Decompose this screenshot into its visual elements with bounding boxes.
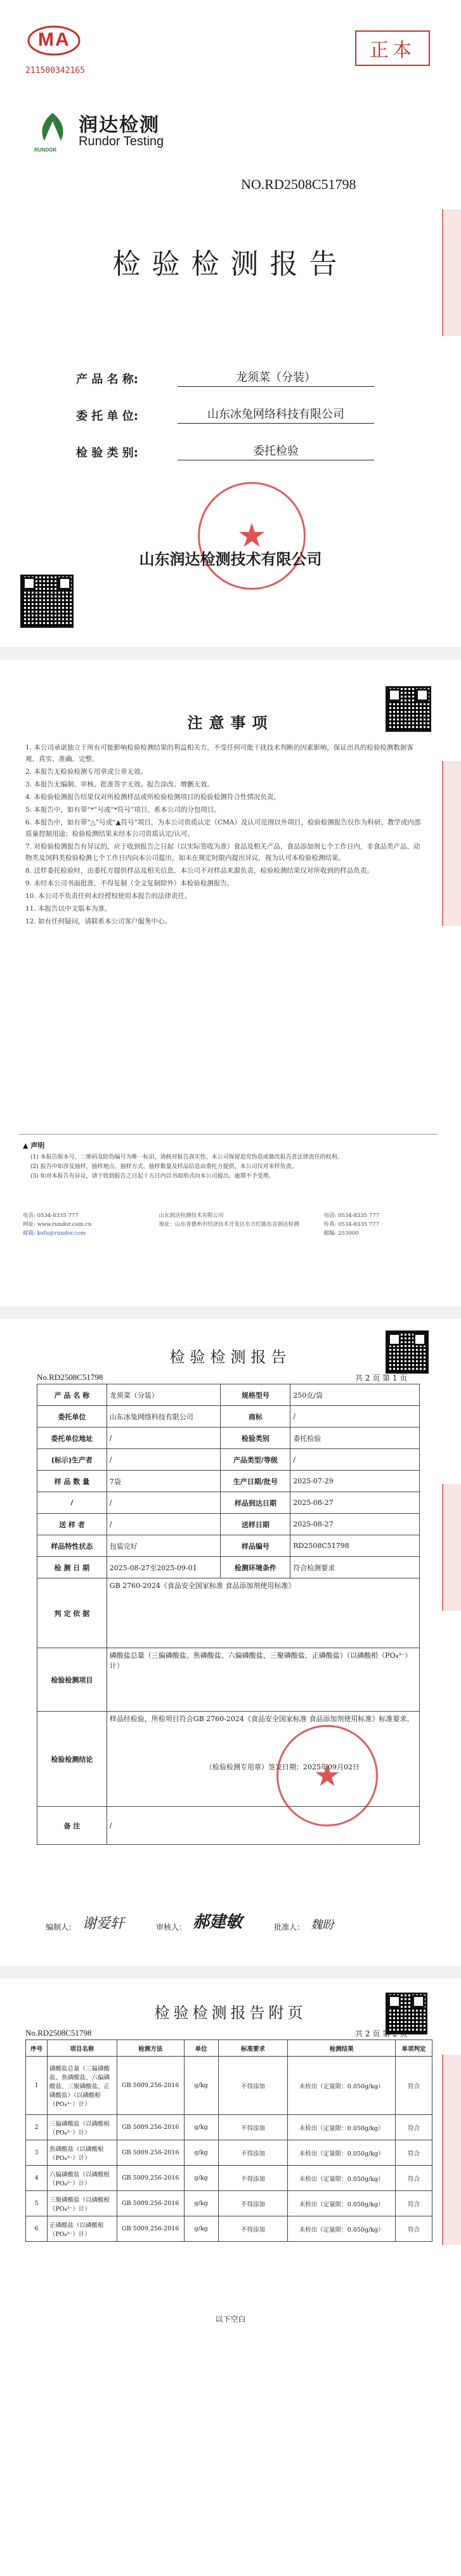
- header-cell: 项目名称: [47, 2040, 117, 2057]
- declaration-list: [30, 1153, 430, 1181]
- cell-value: /: [107, 1807, 419, 1845]
- row-method: GB 5009.256-2016: [117, 2115, 184, 2140]
- contact-line: 邮编: 253000: [323, 1230, 359, 1237]
- row-name: 六偏磷酸盐（以磷酸根（PO₄³⁻）计）: [47, 2166, 117, 2191]
- cell-value: 龙须菜（分装）: [107, 1384, 221, 1406]
- cell-value: GB 2760-2024《食品安全国家标准 食品添加剂使用标准》: [107, 1578, 419, 1648]
- row-verdict: 符合: [396, 2057, 432, 2115]
- cell-label: 送样日期: [221, 1514, 290, 1535]
- notice-item: 5. 本报告中，如有带“*”号或“*符号”项目，系本公司的分包项目。: [25, 806, 221, 814]
- report-number: NO.RD2508C51798: [241, 176, 356, 192]
- cma-mark-text: MA: [38, 29, 70, 50]
- original-label: 正本: [370, 39, 415, 62]
- attachment-title: 检验检测报告附页: [154, 2004, 307, 2022]
- contact-line: 电话: 0534-8335 777: [323, 1213, 380, 1219]
- field-value: 委托检验: [178, 442, 374, 460]
- declaration-label: ▲ 声明: [23, 1142, 45, 1150]
- notice-item: 8. 送样委托检验时，由委托方提供样品及相关信息，本公司不对样品来源负责，检验检测结果仅对所收到的样品负责。: [25, 867, 373, 875]
- row-method: GB 5009.256-2016: [117, 2191, 184, 2216]
- end-marker: 以下空白: [215, 2315, 246, 2324]
- notice-item: 12. 如有任何疑问，请联系本公司客户服务中心。: [25, 918, 172, 925]
- cell-value: /: [107, 1514, 221, 1535]
- cell-label: 备 注: [37, 1807, 107, 1845]
- cell-value: 符合检测要求: [290, 1557, 420, 1578]
- contact-line: 网址: www.rundor.com.cn: [23, 1221, 92, 1228]
- cell-value: 2025-08-27: [290, 1514, 420, 1535]
- row-req: 不得添加: [218, 2115, 288, 2140]
- declaration-line: (2) 报告中如涉及抽样，抽样地点、抽样方式、抽样数量及样品信息由委托方提供，本公司仅对来样负责。: [30, 1164, 297, 1170]
- row-verdict: 符合: [396, 2115, 432, 2140]
- report-title: 检验检测报告: [112, 248, 349, 280]
- company-cn: 润达检测: [79, 114, 160, 136]
- cell-value: 2025-07-29: [290, 1471, 420, 1492]
- cell-label: 产品类型/等级: [221, 1449, 290, 1471]
- row-result: 未检出（定量限：0.050g/kg）: [288, 2140, 396, 2166]
- row-result: 未检出（定量限：0.050g/kg）: [288, 2191, 396, 2216]
- report-page-title: 检验检测报告: [169, 1348, 292, 1366]
- cell-label: 送 样 者: [37, 1514, 107, 1535]
- field-label: 委 托 单 位:: [76, 410, 138, 423]
- notice-item: 1. 本公司承诺独立于所有可能影响检验检测结果的利益相关方，不受任何可能干扰技术判断的因素影响，保证出具的检验检测数据客观、真实、准确、完整。: [25, 744, 413, 763]
- table-row: [26, 2191, 432, 2216]
- notice-item: 2. 本报告无检验检测专用章或公章无效。: [25, 768, 147, 776]
- sign-date: （检验检测专用章）签发日期：2025年09月02日: [205, 1763, 360, 1771]
- attachment-page: [0, 1979, 461, 2576]
- cell-value: 2025-08-27至2025-09-01: [107, 1557, 221, 1578]
- seam-stamp: [442, 761, 461, 926]
- cell-label: 检验检测项目: [37, 1648, 107, 1712]
- report-page: [0, 1319, 461, 1966]
- cell-label: /: [37, 1492, 107, 1514]
- notice-title: 注意事项: [187, 713, 274, 732]
- contact-line: 地址：山东省德州市经济技术开发区东方红路东首润达检测: [159, 1221, 299, 1228]
- issuer-name: 山东润达检测技术有限公司: [139, 550, 322, 568]
- field-value: 山东冰兔网络科技有限公司: [178, 405, 374, 424]
- seam-stamp: [442, 1484, 461, 1611]
- cover-field-type: [76, 441, 374, 460]
- cell-value: 委托检验: [290, 1428, 420, 1449]
- cell-label: 生产日期/批号: [221, 1471, 290, 1492]
- approver-label: 批准人：: [274, 1923, 305, 1932]
- header-cell: 序号: [26, 2040, 48, 2057]
- contact-line: 电话: 0534-8335 777: [23, 1213, 79, 1219]
- stamp-star-icon: ★: [237, 517, 267, 555]
- contact-line: 传真: 0534-8335 777: [323, 1221, 380, 1228]
- field-label: 产 品 名 称:: [76, 373, 138, 386]
- row-method: GB 5009.256-2016: [117, 2140, 184, 2166]
- header-cell: 检测结果: [288, 2040, 396, 2057]
- qr-code-icon: [20, 575, 74, 628]
- row-req: 不得添加: [218, 2191, 288, 2216]
- cell-label: 样品特性状态: [37, 1535, 107, 1557]
- page-gap: [0, 1306, 461, 1319]
- row-unit: g/kg: [184, 2166, 218, 2191]
- row-method: GB 5009.256-2016: [117, 2166, 184, 2191]
- row-name: 焦磷酸盐（以磷酸根（PO₄³⁻）计）: [47, 2140, 117, 2166]
- editor-label: 编制人：: [46, 1923, 77, 1932]
- notice-item: 9. 未经本公司书面批准，不得复制（全文复制除外）本检验检测报告。: [25, 880, 234, 887]
- row-req: 不得添加: [218, 2057, 288, 2115]
- cell-label: 检验检测结论: [37, 1712, 107, 1807]
- cell-value: 山东冰兔网络科技有限公司: [107, 1406, 221, 1428]
- cell-label: 检 测 日 期: [37, 1557, 107, 1578]
- row-method: GB 5009.256-2016: [117, 2216, 184, 2242]
- row-verdict: 符合: [396, 2166, 432, 2191]
- contact-link[interactable]: 邮箱: kefu@rundor.com: [23, 1230, 86, 1237]
- cell-label: 样品编号: [221, 1535, 290, 1557]
- report-page-info: 共 2 页 第 1 页: [355, 1374, 408, 1382]
- contact-line: 山东润达检测技术有限公司: [159, 1213, 224, 1219]
- notice-item: 6. 本报告中，如有带“△”号或“▲符号”项目，为本公司资质认定（CMA）及认可范围以外项目，检验检测报告仅作为科研、教学或内部质量控制用途；检验检测结果未经本公司资质认定/认可。: [25, 819, 421, 838]
- cma-number: 211500342165: [25, 66, 85, 75]
- row-name: 磷酸盐总量（三偏磷酸盐、焦磷酸盐、六偏磷酸盐、三聚磷酸盐、正磷酸盐）（以磷酸根（PO₄³⁻）计）: [47, 2057, 117, 2115]
- seam-stamp: [442, 209, 461, 336]
- row-verdict: 符合: [396, 2140, 432, 2166]
- cell-label: 委托单位地址: [37, 1428, 107, 1449]
- header-cell: 单项判定: [396, 2040, 432, 2057]
- row-req: 不得添加: [218, 2140, 288, 2166]
- row-result: 未检出（定量限：0.050g/kg）: [288, 2057, 396, 2115]
- contact-footer: [23, 1211, 435, 1238]
- field-label: 检 验 类 别:: [76, 446, 138, 460]
- cell-value: /: [107, 1492, 221, 1514]
- notice-item: 7. 对检验检测报告有异议的，应于收到报告之日起（以实际签收为准）食品及相关产品、食品添加剂七个工作日内，非食品类产品、动物类及饲料类检验检测七个工作日内向本公司提出，如未在规定时限内提出异议，视为认可本检验检测结果。: [25, 843, 420, 862]
- seam-stamp: [442, 2055, 461, 2245]
- notice-divider: [19, 1134, 438, 1135]
- cover-field-client: [76, 405, 374, 424]
- row-name: 三聚磷酸盐（以磷酸根（PO₄³⁻）计）: [47, 2191, 117, 2216]
- cell-label: 判 定 依 据: [37, 1578, 107, 1648]
- table-row: [26, 2216, 432, 2242]
- reviewer-signature: 郝建敏: [193, 1913, 243, 1932]
- row-verdict: 符合: [396, 2191, 432, 2216]
- declaration-line: (3) 如对本报告有异议，请于收到报告之日起十五日内以书面形式向本公司提出，逾期不予受理。: [30, 1173, 275, 1180]
- cell-label: 检测环境条件: [221, 1557, 290, 1578]
- cell-value: /: [107, 1428, 221, 1449]
- row-result: 未检出（定量限：0.050g/kg）: [288, 2216, 396, 2242]
- signature-row: [46, 1909, 413, 1932]
- attachment-table: [25, 2039, 432, 2242]
- company-logo: [30, 109, 75, 153]
- row-unit: g/kg: [184, 2140, 218, 2166]
- cell-value: /: [290, 1406, 420, 1428]
- stamp-star-icon: ★: [313, 1758, 341, 1793]
- cell-label: 规格型号: [221, 1384, 290, 1406]
- table-row: [26, 2115, 432, 2140]
- table-row: [26, 2140, 432, 2166]
- row-result: 未检出（定量限：0.050g/kg）: [288, 2115, 396, 2140]
- approver-signature: 魏盼: [311, 1918, 334, 1932]
- notice-list: [25, 742, 425, 928]
- cell-value: 7袋: [107, 1471, 221, 1492]
- cell-value: 250克/袋: [290, 1384, 420, 1406]
- cell-label: 样 品 数 量: [37, 1471, 107, 1492]
- table-row: [26, 2057, 432, 2115]
- row-req: 不得添加: [218, 2166, 288, 2191]
- row-verdict: 符合: [396, 2216, 432, 2242]
- cell-label: 检验类别: [221, 1428, 290, 1449]
- cover-field-product: [76, 368, 374, 387]
- cell-value: /: [290, 1449, 420, 1471]
- attachment-number: No.RD2508C51798: [25, 2028, 92, 2038]
- cell-label: 委托单位: [37, 1406, 107, 1428]
- contact-column: [159, 1211, 324, 1238]
- header-cell: 单位: [184, 2040, 218, 2057]
- row-no: 3: [26, 2140, 48, 2166]
- notice-item: 4. 本检验检测报告结果仅对所检测样品或所检验检测项目的检验检测符合性情况负责。: [25, 793, 280, 801]
- logo-text: RUNDOR: [34, 147, 57, 153]
- cell-value: 包装完好: [107, 1535, 221, 1557]
- page-gap: [0, 1966, 461, 1979]
- cover-page: [0, 0, 461, 647]
- page-gap: [0, 647, 461, 660]
- notice-page: [0, 660, 461, 1306]
- contact-column: [23, 1211, 159, 1238]
- header-cell: 标准要求: [218, 2040, 288, 2057]
- cell-label: 产 品 名 称: [37, 1384, 107, 1406]
- cell-value: /: [107, 1449, 221, 1471]
- notice-item: 10. 本公司不负责任何未经授权使用本报告的法律责任。: [25, 892, 192, 900]
- cell-value: 2025-08-27: [290, 1492, 420, 1514]
- conclusion-text: 样品经检验，所检项目符合GB 2760-2024《食品安全国家标准 食品添加剂使用标准》标准要求。: [109, 1715, 414, 1723]
- header-cell: 检测方法: [117, 2040, 184, 2057]
- report-page-number: No.RD2508C51798: [37, 1372, 103, 1382]
- reviewer-label: 审核人：: [156, 1923, 187, 1932]
- notice-item: 11. 本报告以中文版本为准。: [25, 905, 112, 913]
- test-stamp: [276, 1725, 378, 1826]
- cell-value: 磷酸盐总量（三偏磷酸盐、焦磷酸盐、六偏磷酸盐、三聚磷酸盐、正磷酸盐）（以磷酸根（PO₄³⁻）计）: [107, 1648, 419, 1712]
- row-unit: g/kg: [184, 2191, 218, 2216]
- company-stamp: [198, 482, 306, 590]
- attachment-page-info: 共 2 页 第 2 页: [355, 2029, 408, 2038]
- cell-label: 样品到达日期: [221, 1492, 290, 1514]
- company-en: Rundor Testing: [79, 134, 164, 148]
- table-row: [26, 2166, 432, 2191]
- row-result: 未检出（定量限：0.050g/kg）: [288, 2166, 396, 2191]
- row-no: 5: [26, 2191, 48, 2216]
- cell-value: RD2508C51798: [290, 1535, 420, 1557]
- declaration-line: (1) 本报告版本号、二维码及防伪编号为唯一标识，请核对报告真实性，本公司保留追究伪造或篡改报告者法律责任的权利。: [30, 1154, 343, 1161]
- row-no: 6: [26, 2216, 48, 2242]
- row-no: 2: [26, 2115, 48, 2140]
- original-badge: [355, 30, 430, 66]
- cell-label: (标示)生产者: [37, 1449, 107, 1471]
- row-name: 三偏磷酸盐（以磷酸根（PO₄³⁻）计）: [47, 2115, 117, 2140]
- row-req: 不得添加: [218, 2216, 288, 2242]
- editor-signature: 谢爱轩: [82, 1916, 125, 1932]
- cma-mark: [25, 25, 82, 58]
- row-name: 正磷酸盐（以磷酸根（PO₄³⁻）计）: [47, 2216, 117, 2242]
- row-unit: g/kg: [184, 2115, 218, 2140]
- row-unit: g/kg: [184, 2057, 218, 2115]
- cell-label: 商标: [221, 1406, 290, 1428]
- row-no: 1: [26, 2057, 48, 2115]
- contact-column: [324, 1211, 436, 1238]
- field-value: 龙须菜（分装）: [178, 368, 374, 387]
- row-no: 4: [26, 2166, 48, 2191]
- row-unit: g/kg: [184, 2216, 218, 2242]
- row-method: GB 5009.256-2016: [117, 2057, 184, 2115]
- notice-item: 3. 本报告无编制、审核、批准签字无效。报告涂改、增删无效。: [25, 781, 214, 788]
